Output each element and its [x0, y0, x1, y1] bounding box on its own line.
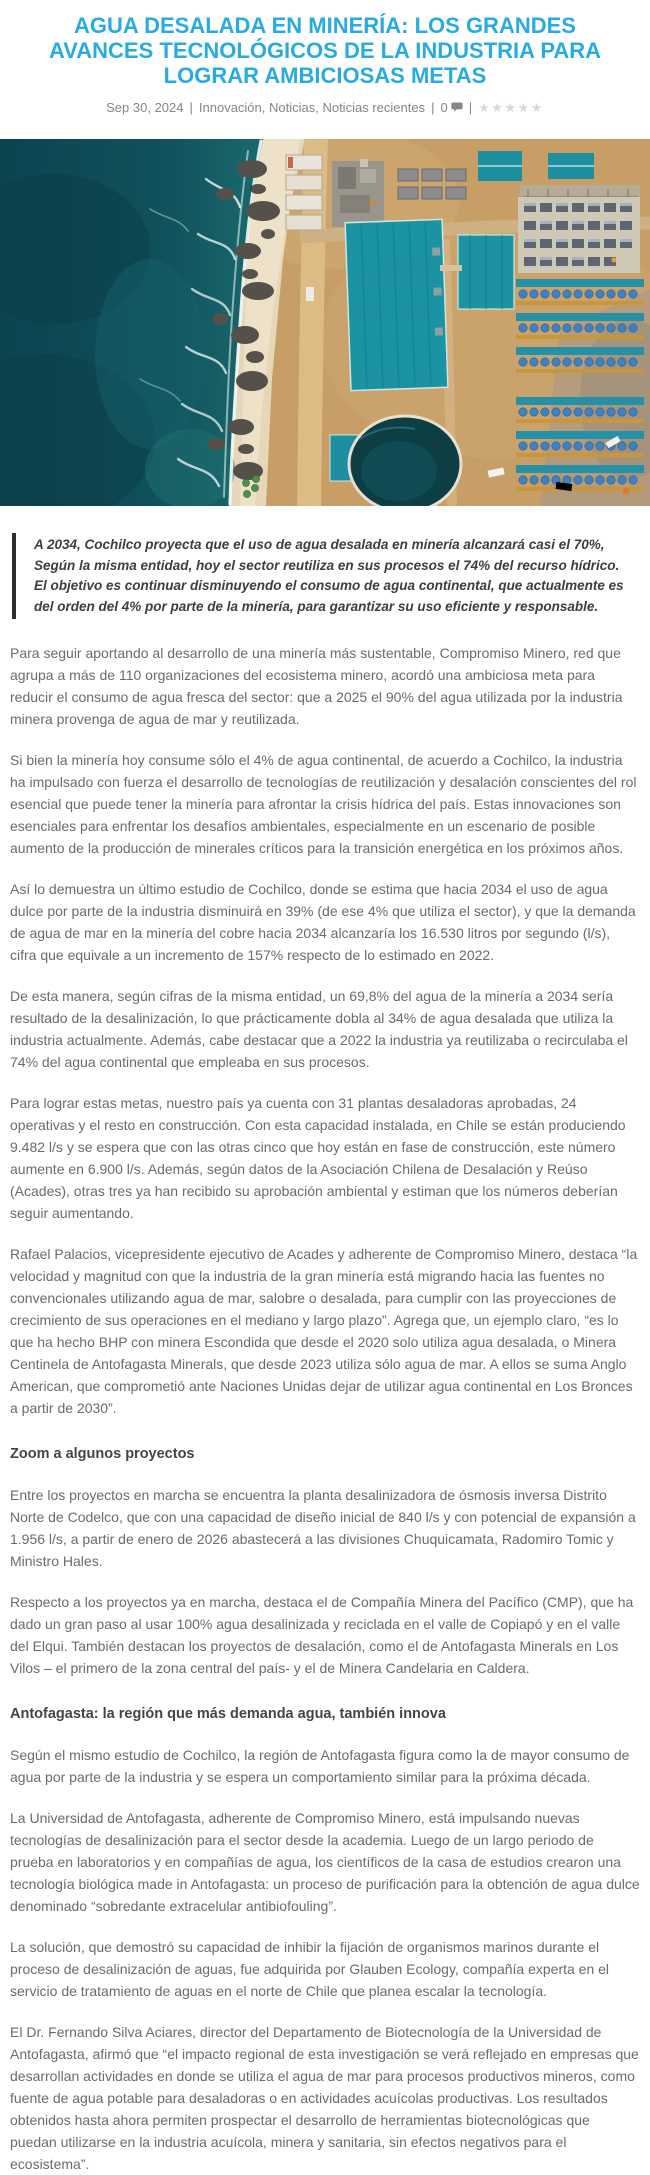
- post-date: Sep 30, 2024: [106, 100, 184, 115]
- article-body: [0, 642, 650, 2175]
- meta-separator: |: [431, 100, 435, 115]
- post-categories-links[interactable]: Innovación, Noticias, Noticias recientes: [198, 100, 426, 115]
- speech-bubble-icon: [451, 102, 463, 113]
- star-rating[interactable]: ★★★★★: [478, 100, 544, 115]
- aerial-coast-plant-graphic: [0, 139, 650, 506]
- subheading-zoom-proyectos: Zoom a algunos proyectos: [10, 1446, 195, 1462]
- article-page: [0, 13, 650, 2175]
- paragraph-3: Así lo demuestra un último estudio de Cochilco, donde se estima que hacia 2034 el uso de agua dulce por parte de la industria disminuirá en 39% (de ese 4% que utiliza el sector), y que la demanda de agua de mar en la minería del cobre hacia 2034 alcanzaría los 16.530 litros por segundo (l/s), cifra que equivale a un incremento de 157% respecto de lo estimado en 2022.: [10, 881, 636, 963]
- paragraph-9: Según el mismo estudio de Cochilco, la región de Antofagasta figura como la de mayor consumo de agua por parte de la industria y se espera un comportamiento similar para la próxima década.: [10, 1747, 630, 1785]
- meta-separator: |: [468, 100, 473, 115]
- lead-quote: A 2034, Cochilco proyecta que el uso de agua desalada en minería alcanzará casi el 70%, Según la misma entidad, hoy el sector reutiliza en sus procesos el 74% del recurso hídrico. El objetivo es continuar disminuyendo el consumo de agua continental, que actualmente es del orden del 4% por parte de la minería, para garantizar su uso eficiente y responsable.: [12, 533, 628, 619]
- paragraph-8: Respecto a los proyectos ya en marcha, destaca el de Compañía Minera del Pacífico (CMP), que ha dado un gran paso al usar 100% agua desalinizada y reciclada en el valle de Copiapó y en el valle del Elqui. También destacan los proyectos de desalación, como el de Antofagasta Minerals en Los Vilos – el primero de la zona central del país- y el de Minera Candelaria en Caldera.: [10, 1594, 634, 1676]
- paragraph-5: Para lograr estas metas, nuestro país ya cuenta con 31 plantas desaladoras aprobadas, 24 operativas y el resto en construcción. Con esta capacidad instalada, en Chile se están produciendo 9.482 l/s y se espera que con las otras cinco que hoy están en fase de construcción, este número aumente en 6.900 l/s. Además, según datos de la Asociación Chilena de Desalación y Reúso (Acades), otras tres ya han recibido su aprobación ambiental y estiman que los números deberían seguir aumentando.: [10, 1095, 626, 1221]
- paragraph-1: Para seguir aportando al desarrollo de una minería más sustentable, Compromiso Minero, red que agrupa a más de 110 organizaciones del ecosistema minero, acordó una ambiciosa meta para reducir el consumo de agua fresca del sector: que a 2025 el 90% del agua utilizada por la industria minera provenga de agua de mar y reutilizada.: [10, 645, 623, 727]
- paragraph-12: El Dr. Fernando Silva Aciares, director del Departamento de Biotecnología de la Universidad de Antofagasta, afirmó que “el impacto regional de esta investigación se verá reflejado en empresas que desarrollan actividades en donde se utiliza el agua de mar para procesos productivos mineros, como fuente de agua potable para desaladoras o en actividades acuícolas productivas. Los resultados obtenidos hasta ahora permiten prospectar el desarrollo de herramientas biotecnológicas que puedan utilizarse en la industria acuícola, minera y sanitaria, sin efectos negativos para el ecosistema”.: [10, 2024, 639, 2172]
- comment-count: 0: [440, 100, 448, 115]
- meta-separator: |: [189, 100, 193, 115]
- post-meta: [0, 100, 650, 116]
- page-title: AGUA DESALADA EN MINERÍA: LOS GRANDES AVANCES TECNOLÓGICOS DE LA INDUSTRIA PARA LOGRAR AMBICIOSAS METAS: [48, 13, 602, 88]
- paragraph-6: Rafael Palacios, vicepresidente ejecutivo de Acades y adherente de Compromiso Minero, destaca “la velocidad y magnitud con que la industria de la gran minería está migrando hacia las fuentes no convencionales utilizando agua de mar, salobre o desalada, para cumplir con las proyecciones de crecimiento de sus operaciones en el mediano y largo plazo”. Agrega que, un ejemplo claro, “es lo que ha hecho BHP con minera Escondida que desde el 2020 solo utiliza agua desalada, o Minera Centinela de Antofagasta Minerals, que desde 2023 utiliza sólo agua de mar. A ellos se suma Anglo American, que comprometió ante Naciones Unidas dejar de utilizar agua continental en Los Bronces a partir de 2030”.: [10, 1246, 638, 1416]
- subheading-antofagasta: Antofagasta: la región que más demanda agua, también innova: [10, 1706, 446, 1722]
- paragraph-10: La Universidad de Antofagasta, adherente de Compromiso Minero, está impulsando nuevas tecnologías de desalinización para el sector desde la academia. Luego de un largo periodo de prueba en laboratorios y en compañías de agua, los científicos de la casa de estudios crearon una tecnología biológica made in Antofagasta: un proceso de purificación para la obtención de agua dulce denominado “sobredante extracelular antibiofouling”.: [10, 1810, 640, 1914]
- paragraph-11: La solución, que demostró su capacidad de inhibir la fijación de organismos marinos durante el proceso de desalinización de aguas, fue adquirida por Glauben Ecology, compañía experta en el servicio de tratamiento de aguas en el norte de Chile que planea escalar la tecnología.: [10, 1939, 610, 1999]
- paragraph-7: Entre los proyectos en marcha se encuentra la planta desalinizadora de ósmosis inversa Distrito Norte de Codelco, que con una capacidad de diseño inicial de 840 l/s y con potencial de expansión a 1.956 l/s, a partir de enero de 2026 abastecerá a las divisiones Chuquicamata, Radomiro Tomic y Ministro Hales.: [10, 1487, 636, 1569]
- paragraph-4: De esta manera, según cifras de la misma entidad, un 69,8% del agua de la minería a 2034 sería resultado de la desalinización, lo que prácticamente dobla al 34% de agua desalada que utiliza la industria actualmente. Además, cabe destacar que a 2022 la industria ya reutilizaba o recirculaba el 74% del agua continental que empleaba en sus procesos.: [10, 988, 628, 1070]
- hero-image-aerial-desalination-plant: [0, 139, 650, 506]
- paragraph-2: Si bien la minería hoy consume sólo el 4% de agua continental, de acuerdo a Cochilco, la industria ha impulsado con fuerza el desarrollo de tecnologías de reutilización y desalación conscientes del rol esencial que puede tener la minería para afrontar la crisis hídrica del país. Estas innovaciones son esenciales para enfrentar los desafíos ambientales, especialmente en un escenario de posible aumento de la producción de minerales críticos para la transición energética en los próximos años.: [10, 752, 637, 856]
- comment-count-link[interactable]: [440, 100, 462, 115]
